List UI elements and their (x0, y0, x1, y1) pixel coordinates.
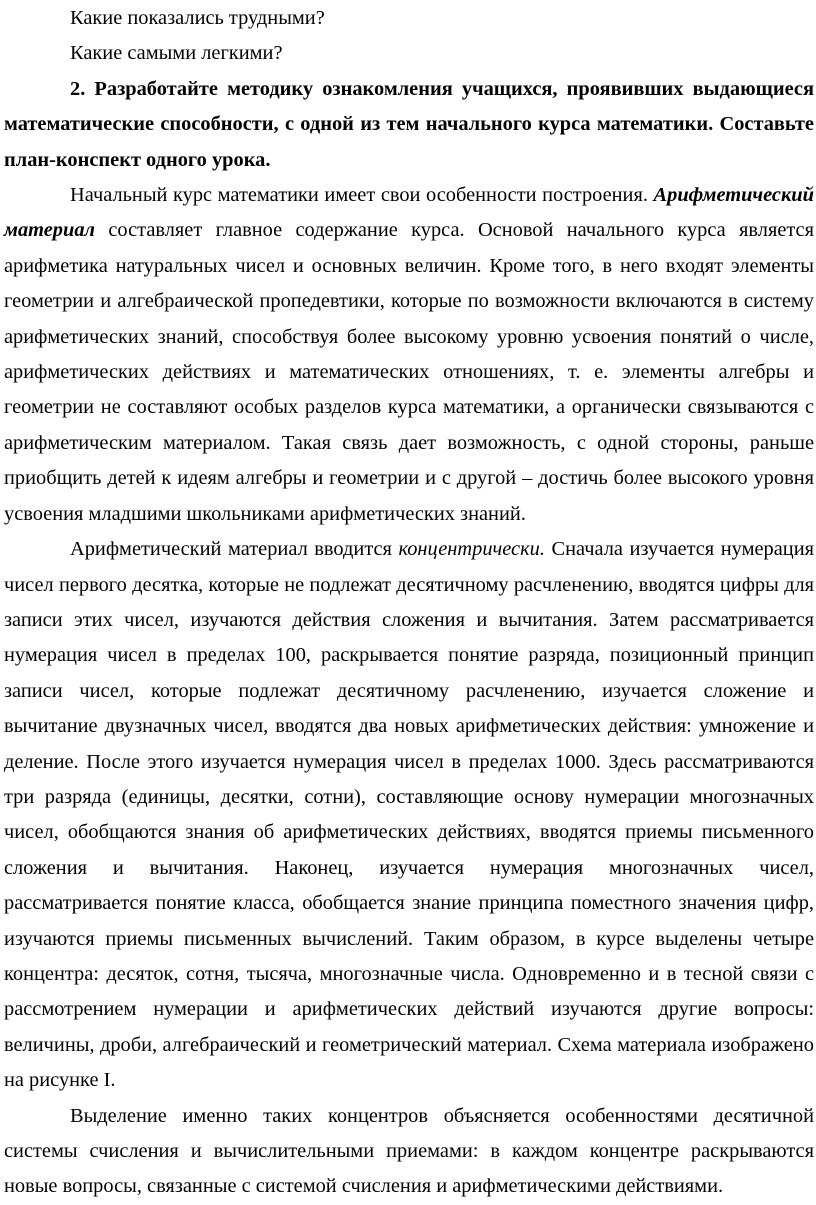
paragraph-text: Сначала изучается нумерация чисел первого десятка, которые не подлежат десятичному расчленению, вводятся цифры для записи этих чисел, изучаются действия сложения и вычитания. Затем рассматривается нумерация чисел в пределах 100, раскрывается понятие разряда, позиционный принцип записи чисел, которые подлежат десятичному расчленению, изучается сложение и вычитание двузначных чисел, вводятся два новых арифметических действия: умножение и деление. После этого изучается нумерация чисел в пределах 1000. Здесь рассматриваются три разряда (единицы, десятки, сотни), составляющие основу нумерации многозначных чисел, обобщаются знания об арифметических действиях, вводятся приемы письменного сложения и вычитания. Наконец, изучается нумерация многозначных чисел, рассматривается понятие класса, обобщается знание принципа поместного значения цифр, изучаются приемы письменных вычислений. Таким образом, в курсе выделены четыре концентра: десяток, сотня, тысяча, многозначные числа. Одновременно и в тесной связи с рассмотрением нумерации и арифметических действий изучаются другие вопросы: величины, дроби, алгебраический и геометрический материал. Схема материала изображено на рисунке I. (4, 538, 814, 1092)
paragraph-text: Арифметический материал вводится (70, 538, 399, 561)
question-line: Какие показались трудными? (70, 7, 325, 29)
paragraph (4, 532, 814, 1099)
emphasis-term: концентрически. (398, 538, 545, 561)
paragraph-text: составляет главное содержание курса. Основой начального курса является арифметика натуральных чисел и основных величин. Кроме того, в него входят элементы геометрии и алгебраической пропедевтики, которые по возможности включаются в систему арифметических знаний, способствуя более высокому уровню усвоения понятий о числе, арифметических действиях и математических отношениях, т. е. элементы алгебры и геометрии не составляют особых разделов курса математики, а органически связываются с арифметическим материалом. Такая связь дает возможность, с одной стороны, раньше приобщить детей к идеям алгебры и геометрии и с другой – достичь более высокого уровня усвоения младшими школьниками арифметических знаний. (4, 219, 814, 525)
paragraph (4, 178, 814, 532)
paragraph-text: Начальный курс математики имеет свои особенности построения. (70, 184, 654, 207)
emphasis-term: Арифметический материал (4, 184, 814, 242)
paragraph: Выделение именно таких концентров объясняется особенностями десятичной системы счисления и вычислительными приемами: в каждом концентре раскрываются новые вопросы, связанные с системой счисления и арифметическими действиями. (4, 1104, 814, 1198)
task-heading: 2. Разработайте методику ознакомления учащихся, проявивших выдающиеся математические способности, с одной из тем начального курса математики. Составьте план-конспект одного урока. (4, 77, 814, 171)
question-line: Какие самыми легкими? (70, 42, 283, 65)
